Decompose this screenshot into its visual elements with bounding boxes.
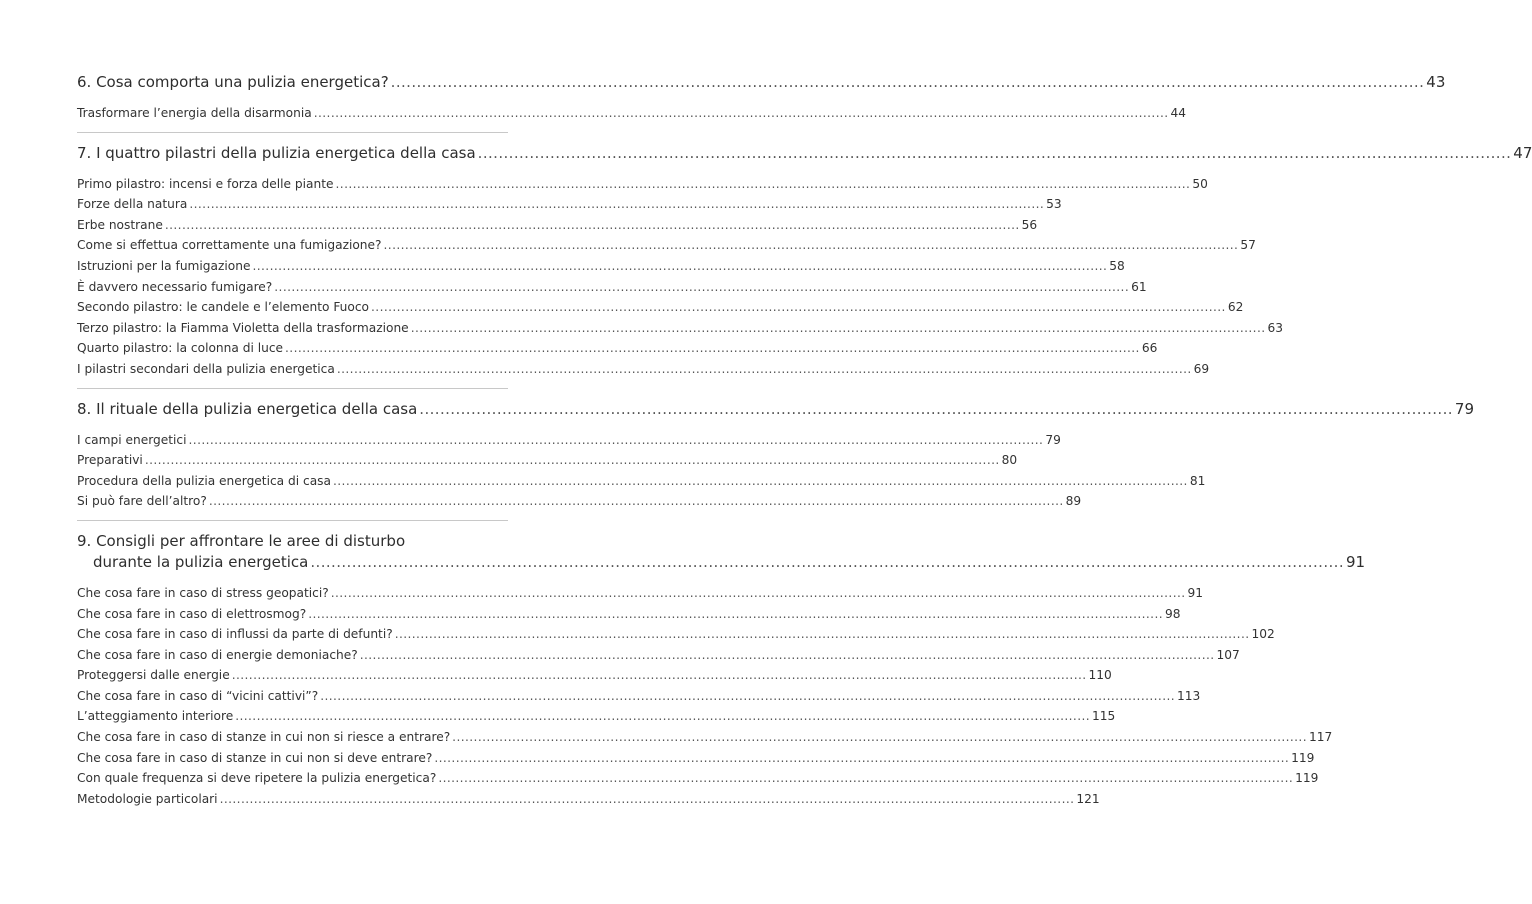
section-page-number: 57	[1240, 238, 1256, 253]
chapter-heading[interactable]	[77, 72, 1446, 93]
section-title: Primo pilastro: incensi e forza delle piante	[77, 176, 334, 191]
section-entry[interactable]	[77, 583, 1204, 604]
dot-leader	[165, 215, 1020, 236]
section-page-number: 89	[1065, 494, 1082, 509]
dot-leader	[452, 727, 1307, 748]
dot-leader	[189, 430, 1044, 451]
section-page-number: 66	[1141, 341, 1158, 356]
section-entry[interactable]	[77, 604, 1181, 625]
section-entry[interactable]	[77, 215, 1038, 236]
chapter-9	[77, 531, 1366, 818]
section-title: È davvero necessario fumigare?	[77, 279, 273, 294]
section-entry[interactable]	[77, 748, 1315, 769]
section-title: Quarto pilastro: la colonna di luce	[77, 341, 284, 356]
section-page-number: 50	[1192, 176, 1208, 191]
section-entry[interactable]	[77, 686, 1201, 707]
section-entry[interactable]	[77, 235, 1256, 256]
section-page-number: 113	[1177, 688, 1201, 703]
dot-leader	[274, 277, 1129, 298]
section-title: Che cosa fare in caso di stanze in cui non si riesce a entrare?	[77, 730, 451, 745]
section-entry[interactable]	[77, 665, 1112, 686]
section-title: Che cosa fare in caso di stress geopatici?	[77, 585, 329, 600]
section-page-number: 81	[1189, 473, 1206, 488]
chapter-6	[77, 72, 1446, 133]
dot-leader	[371, 297, 1226, 318]
section-title: Proteggersi dalle energie	[77, 668, 230, 683]
section-title: Che cosa fare in caso di “vicini cattivi”?	[77, 688, 319, 703]
section-title: I pilastri secondari della pulizia energetica	[77, 361, 335, 376]
dot-leader	[220, 789, 1075, 810]
chapter-title: 6. Cosa comporta una pulizia energetica?	[77, 73, 389, 91]
section-page-number: 79	[1045, 432, 1061, 447]
chapter-title: 8. Il rituale della pulizia energetica della casa	[77, 399, 418, 418]
dot-leader	[391, 72, 1425, 93]
section-title: Metodologie particolari	[77, 791, 218, 806]
section-title: Secondo pilastro: le candele e l’elemento Fuoco	[77, 300, 370, 315]
section-entry[interactable]	[77, 256, 1125, 277]
section-title: Che cosa fare in caso di stanze in cui non si deve entrare?	[77, 750, 433, 765]
section-entry[interactable]	[77, 706, 1116, 727]
chapter-page-number: 91	[1346, 552, 1366, 571]
table-of-contents	[77, 72, 1532, 827]
section-entry[interactable]	[77, 297, 1244, 318]
dot-leader	[232, 665, 1087, 686]
section-page-number: 119	[1295, 771, 1319, 786]
dot-leader	[331, 583, 1186, 604]
section-title: Che cosa fare in caso di energie demoniache?	[77, 647, 358, 662]
dot-leader	[336, 174, 1191, 195]
section-page-number: 61	[1131, 279, 1147, 294]
section-title: Con quale frequenza si deve ripetere la pulizia energetica?	[77, 771, 437, 786]
section-entry[interactable]	[77, 174, 1208, 195]
chapter-7	[77, 143, 1532, 389]
section-entry[interactable]	[77, 430, 1061, 451]
chapter-title: 7. I quattro pilastri della pulizia energetica della casa	[77, 143, 476, 162]
chapter-page-number: 47	[1513, 143, 1532, 162]
dot-leader	[314, 103, 1169, 124]
section-entry[interactable]	[77, 491, 1082, 512]
dot-leader	[189, 194, 1044, 215]
section-entry[interactable]	[77, 194, 1062, 215]
dot-leader	[360, 645, 1215, 666]
section-entry[interactable]	[77, 645, 1240, 666]
dot-leader	[308, 604, 1163, 625]
chapter-8	[77, 399, 1475, 521]
section-entry[interactable]	[77, 318, 1284, 339]
section-entry[interactable]	[77, 789, 1100, 810]
chapter-page-number: 79	[1454, 399, 1475, 418]
section-page-number: 98	[1165, 606, 1181, 621]
dot-leader	[235, 706, 1090, 727]
dot-leader	[419, 399, 1453, 420]
section-entry[interactable]	[77, 727, 1333, 748]
section-page-number: 107	[1216, 647, 1240, 662]
section-page-number: 62	[1227, 300, 1244, 315]
section-entry[interactable]	[77, 624, 1275, 645]
section-title: Procedura della pulizia energetica di casa	[77, 473, 331, 488]
section-entry[interactable]	[77, 768, 1319, 789]
dot-leader	[478, 143, 1512, 164]
dot-leader	[395, 624, 1250, 645]
section-page-number: 56	[1021, 217, 1038, 232]
section-title: Trasformare l’energia della disarmonia	[77, 106, 312, 120]
section-title: Si può fare dell’altro?	[77, 494, 207, 509]
section-entry[interactable]	[77, 450, 1018, 471]
chapter-heading[interactable]	[77, 143, 1532, 164]
chapter-title-line-2: durante la pulizia energetica	[93, 552, 309, 571]
section-title: I campi energetici	[77, 432, 187, 447]
section-title: Che cosa fare in caso di influssi da parte di defunti?	[77, 627, 393, 642]
section-title: Forze della natura	[77, 197, 188, 212]
section-page-number: 91	[1187, 585, 1204, 600]
section-title: Istruzioni per la fumigazione	[77, 258, 251, 273]
section-page-number: 44	[1170, 106, 1187, 120]
dot-leader	[434, 748, 1289, 769]
dot-leader	[209, 491, 1064, 512]
dot-leader	[411, 318, 1266, 339]
section-page-number: 58	[1109, 258, 1125, 273]
section-entry[interactable]	[77, 359, 1210, 380]
section-page-number: 80	[1001, 453, 1018, 468]
section-page-number: 69	[1193, 361, 1210, 376]
chapter-heading[interactable]	[77, 399, 1475, 420]
dot-leader	[320, 686, 1175, 707]
section-title: L’atteggiamento interiore	[77, 709, 234, 724]
dot-leader	[252, 256, 1107, 277]
section-title: Erbe nostrane	[77, 217, 163, 232]
dot-leader	[384, 235, 1239, 256]
section-page-number: 121	[1076, 791, 1100, 806]
dot-leader	[285, 338, 1140, 359]
section-title: Che cosa fare in caso di elettrosmog?	[77, 606, 307, 621]
section-entry[interactable]	[77, 103, 1187, 124]
dot-leader	[438, 768, 1293, 789]
chapter-title-row-2	[77, 552, 1366, 573]
dot-leader	[337, 359, 1192, 380]
section-entry[interactable]	[77, 471, 1206, 492]
section-entry[interactable]	[77, 277, 1147, 298]
dot-leader	[333, 471, 1188, 492]
chapter-heading[interactable]	[77, 531, 1366, 573]
section-title: Come si effettua correttamente una fumigazione?	[77, 238, 382, 253]
chapter-title-line-1: 9. Consigli per affrontare le aree di disturbo	[77, 531, 406, 550]
section-page-number: 63	[1267, 320, 1284, 335]
dot-leader	[310, 552, 1344, 573]
section-page-number: 117	[1308, 730, 1333, 745]
section-page-number: 102	[1251, 627, 1275, 642]
section-page-number: 53	[1046, 197, 1062, 212]
chapter-page-number: 43	[1426, 73, 1446, 91]
section-page-number: 119	[1291, 750, 1315, 765]
section-title: Terzo pilastro: la Fiamma Violetta della trasformazione	[77, 320, 409, 335]
section-entry[interactable]	[77, 338, 1158, 359]
dot-leader	[145, 450, 1000, 471]
section-page-number: 110	[1088, 668, 1112, 683]
section-page-number: 115	[1092, 709, 1116, 724]
section-title: Preparativi	[77, 453, 143, 468]
